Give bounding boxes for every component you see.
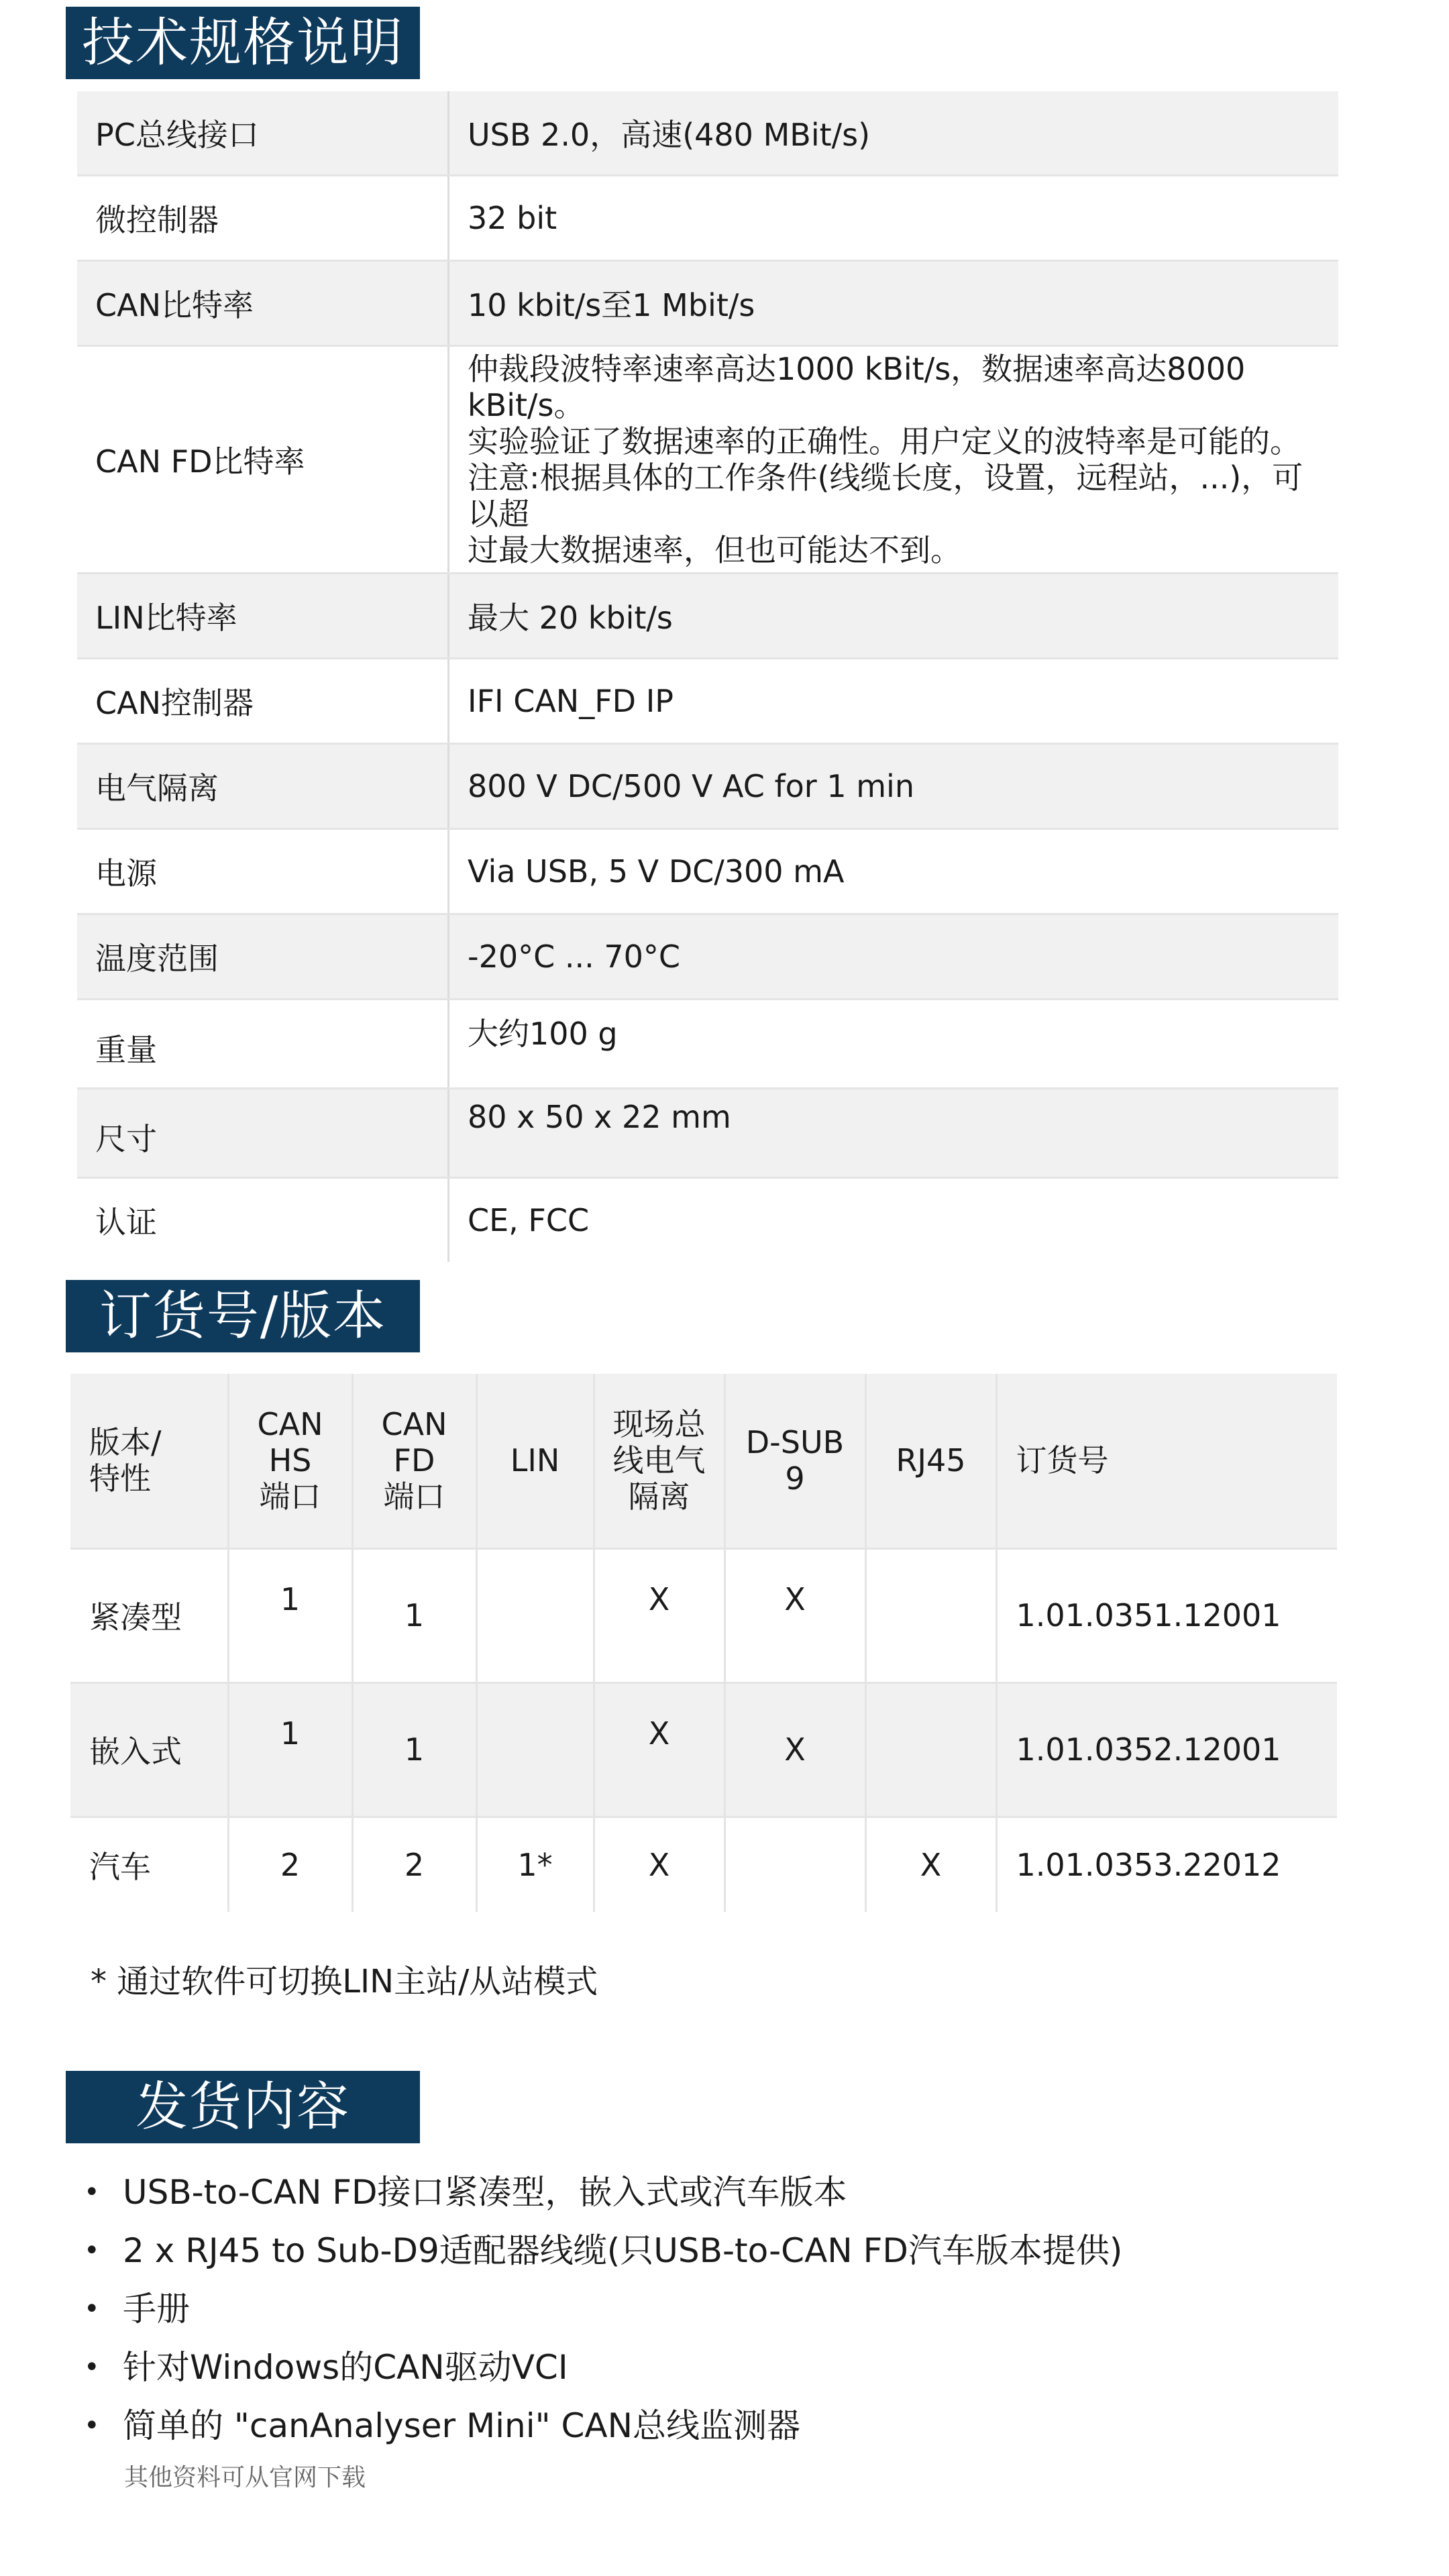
- order-header-cell: 现场总 线电气 隔离: [594, 1374, 724, 1548]
- order-header-cell: CAN HS 端口: [228, 1374, 352, 1548]
- spec-label: CAN比特率: [77, 262, 449, 345]
- spec-label: CAN控制器: [77, 659, 449, 743]
- order-row: [70, 1817, 1337, 1912]
- list-item-text: 简单的 "canAnalyser Mini" CAN总线监测器: [123, 2406, 801, 2445]
- order-cell: 嵌入式: [70, 1682, 228, 1817]
- order-cell: [865, 1548, 996, 1682]
- order-cell: [476, 1682, 594, 1817]
- bullet-icon: •: [84, 2294, 100, 2324]
- list-item-text: 2 x RJ45 to Sub-D9适配器线缆(只USB-to-CAN FD汽车版本提供): [123, 2231, 1123, 2270]
- spec-label: 尺寸: [77, 1089, 449, 1177]
- spec-value: -20°C ... 70°C: [468, 938, 681, 975]
- spec-value: 32 bit: [468, 200, 557, 236]
- spec-value: [449, 347, 1338, 572]
- order-header-cell: 订货号: [996, 1374, 1337, 1548]
- spec-label: 重量: [77, 1000, 449, 1087]
- order-cell: X: [724, 1682, 865, 1817]
- list-item-text: 针对Windows的CAN驱动VCI: [123, 2348, 568, 2387]
- spec-value: 80 x 50 x 22 mm: [468, 1099, 731, 1135]
- list-item: [84, 2339, 1122, 2397]
- order-cell: 2: [352, 1817, 476, 1912]
- order-cell: 1: [228, 1548, 352, 1682]
- spec-row: [77, 91, 1338, 176]
- spec-row: [77, 176, 1338, 262]
- spec-row: [77, 262, 1338, 347]
- spec-value: 800 V DC/500 V AC for 1 min: [468, 768, 914, 804]
- specs-section-title: 技术规格说明: [66, 7, 420, 79]
- list-item: [84, 2163, 1122, 2222]
- order-row: [70, 1548, 1337, 1682]
- order-cell: 1.01.0353.22012: [1016, 1846, 1281, 1883]
- order-cell: 汽车: [70, 1817, 228, 1912]
- spec-row: [77, 1089, 1338, 1179]
- spec-label: 电源: [77, 830, 449, 913]
- download-note: 其他资料可从官网下载: [124, 2464, 366, 2491]
- order-cell: 1.01.0352.12001: [996, 1682, 1337, 1817]
- bullet-icon: •: [84, 2352, 100, 2383]
- spec-value-multiline: [468, 351, 1325, 568]
- order-cell: 1*: [476, 1817, 594, 1912]
- spec-row: [77, 915, 1338, 1000]
- spec-row: [77, 659, 1338, 745]
- spec-value: IFI CAN_FD IP: [468, 683, 674, 719]
- spec-row: [77, 745, 1338, 830]
- order-cell: 1.01.0351.12001: [1016, 1597, 1281, 1633]
- spec-value: 10 kbit/s至1 Mbit/s: [468, 287, 755, 323]
- order-header-cell: RJ45: [865, 1374, 996, 1548]
- spec-value: CE, FCC: [468, 1202, 590, 1238]
- spec-value: USB 2.0，高速(480 MBit/s): [468, 117, 871, 153]
- spec-label: 温度范围: [77, 915, 449, 998]
- spec-value-line: 过最大数据速率，但也可能达不到。: [468, 532, 961, 568]
- order-cell: X: [865, 1817, 996, 1912]
- bullet-icon: •: [84, 2235, 100, 2266]
- order-cell: X: [724, 1548, 865, 1682]
- order-cell: X: [594, 1817, 724, 1912]
- order-cell: X: [594, 1548, 724, 1682]
- spec-label: LIN比特率: [77, 574, 449, 657]
- order-header-cell: CAN FD 端口: [352, 1374, 476, 1548]
- specs-table: [77, 91, 1338, 1262]
- spec-row: [77, 347, 1338, 574]
- spec-row: [77, 1000, 1338, 1089]
- bullet-icon: •: [84, 2177, 100, 2208]
- spec-value: 大约100 g: [468, 1016, 618, 1052]
- spec-label: 微控制器: [77, 176, 449, 260]
- spec-row: [77, 1179, 1338, 1262]
- spec-value-line: 实验验证了数据速率的正确性。用户定义的波特率是可能的。: [468, 423, 1301, 460]
- spec-value: 最大 20 kbit/s: [468, 600, 673, 636]
- spec-label: PC总线接口: [77, 91, 449, 174]
- bullet-icon: •: [84, 2410, 100, 2441]
- list-item-text: 手册: [123, 2290, 190, 2328]
- spec-value-line: 注意:根据具体的工作条件(线缆长度，设置，远程站，...)，可以超: [468, 460, 1303, 532]
- list-item: [84, 2280, 1122, 2339]
- order-header-cell: LIN: [476, 1374, 594, 1548]
- order-cell: [724, 1817, 865, 1912]
- spec-row: [77, 830, 1338, 915]
- order-header-cell: D-SUB 9: [724, 1374, 865, 1548]
- spec-row: [77, 574, 1338, 659]
- order-section-title: 订货号/版本: [66, 1280, 420, 1352]
- spec-label: CAN FD比特率: [77, 347, 449, 572]
- order-header-cell: 版本/ 特性: [70, 1374, 228, 1548]
- spec-value: Via USB, 5 V DC/300 mA: [468, 853, 845, 890]
- spec-label: 认证: [77, 1179, 449, 1262]
- order-cell: 紧凑型: [70, 1548, 228, 1682]
- order-cell: 1: [352, 1548, 476, 1682]
- list-item: [84, 2397, 1122, 2455]
- list-item: [84, 2222, 1122, 2280]
- spec-label: 电气隔离: [77, 745, 449, 828]
- order-cell: [865, 1682, 996, 1817]
- order-cell: 2: [228, 1817, 352, 1912]
- order-table: [70, 1374, 1337, 1912]
- delivery-list: [84, 2163, 1122, 2455]
- order-footnote: * 通过软件可切换LIN主站/从站模式: [91, 1963, 598, 2000]
- order-cell: X: [594, 1682, 724, 1817]
- order-cell: 1: [228, 1682, 352, 1817]
- order-cell: [476, 1548, 594, 1682]
- order-cell: 1: [352, 1682, 476, 1817]
- order-row: [70, 1682, 1337, 1817]
- spec-value-line: 仲裁段波特率速率高达1000 kBit/s，数据速率高达8000 kBit/s。: [468, 351, 1246, 423]
- order-header-row: [70, 1374, 1337, 1548]
- delivery-section-title: 发货内容: [66, 2071, 420, 2143]
- list-item-text: USB-to-CAN FD接口紧凑型，嵌入式或汽车版本: [123, 2173, 847, 2212]
